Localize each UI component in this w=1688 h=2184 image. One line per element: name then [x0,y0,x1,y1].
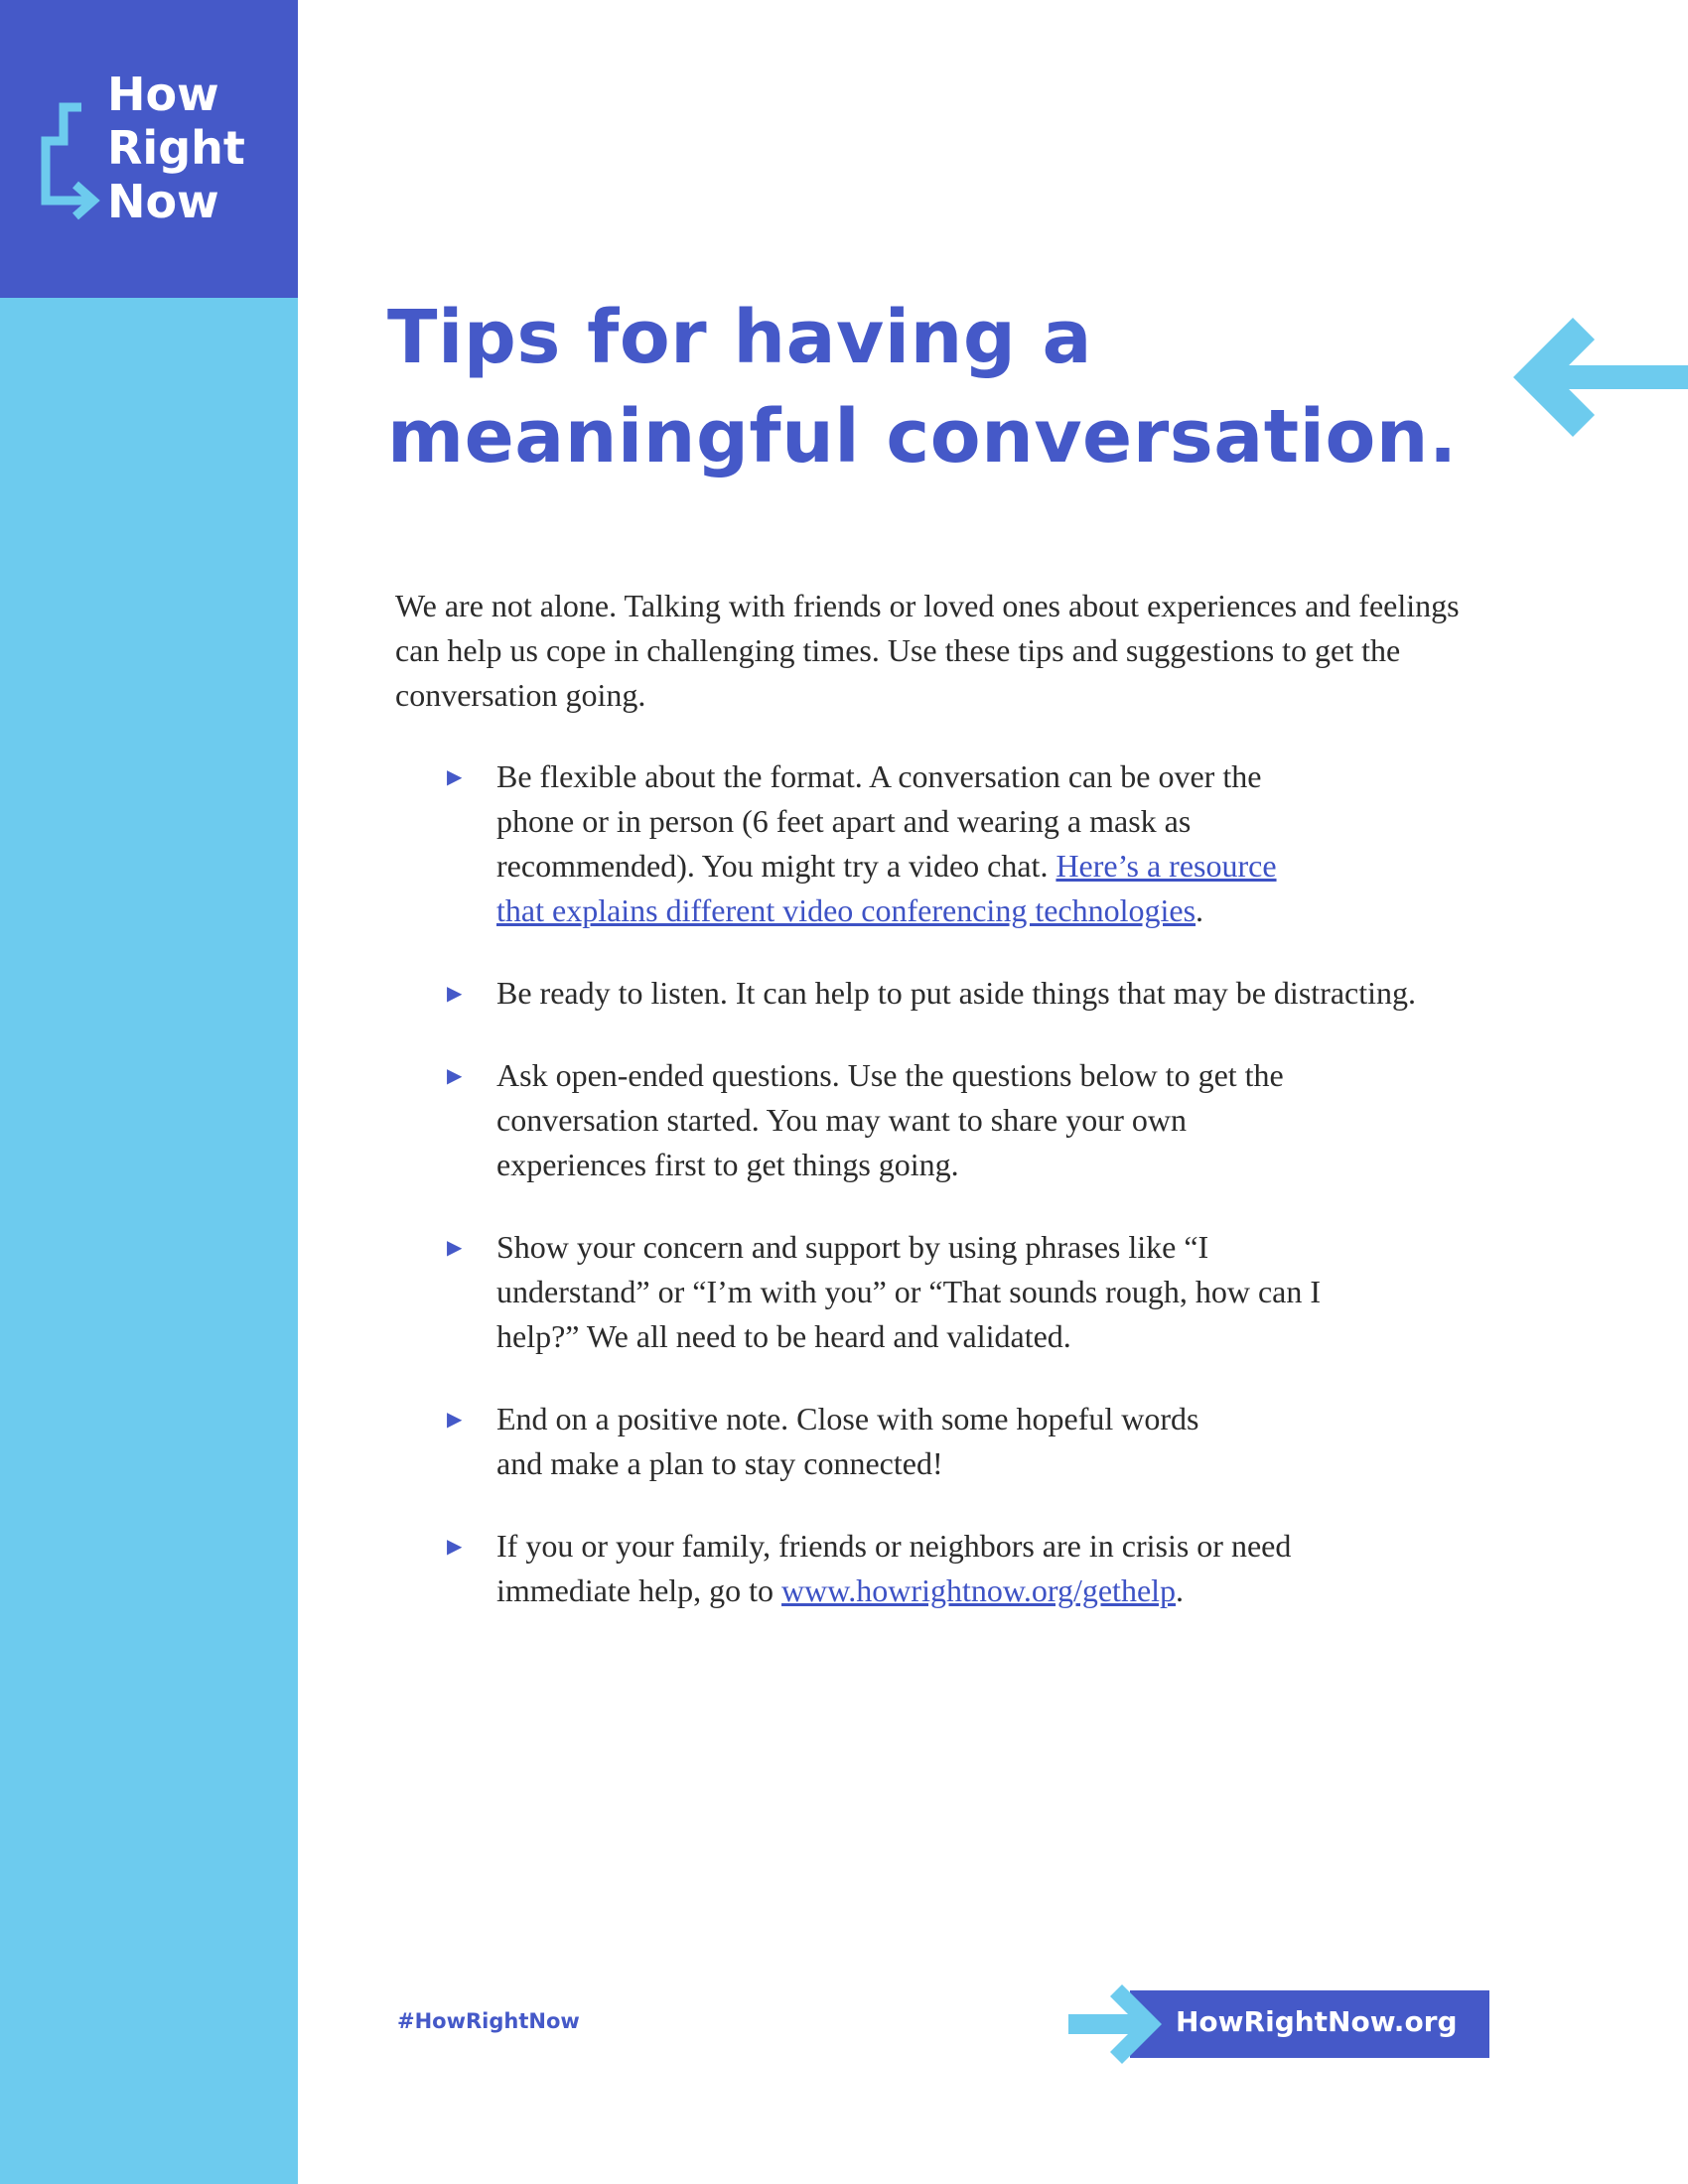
intro-paragraph: We are not alone. Talking with friends or loved ones about experiences and feelings can help us cope in challenging times. Use these tips and suggestions to get the conversation going. [395,588,1460,713]
chevron-arrow-icon [1068,1982,1176,2066]
play-triangle-icon: ▶ [447,1534,463,1558]
tip-text: Show your concern and support by using phrases like “I understand” or “I’m with you” or “That sounds rough, how can I help?” We all need to be heard and validated. [496,1229,1321,1354]
list-item [447,1053,1291,1187]
title-line: meaningful conversation. [387,394,1458,479]
tip-text-end: . [1176,1572,1185,1608]
logo-line: How [107,68,219,121]
play-triangle-icon: ▶ [447,1235,463,1259]
play-triangle-icon: ▶ [447,1407,463,1431]
tip-text: If you or your family, friends or neighbors are in crisis or need immediate help, go to [496,1528,1292,1608]
hashtag: #HowRightNow [397,2009,580,2033]
tip-text: Be ready to listen. It can help to put aside things that may be distracting. [496,975,1416,1011]
website-link[interactable]: HowRightNow.org [1176,2005,1458,2038]
tips-list [447,754,1519,1613]
list-item [447,971,1519,1016]
play-triangle-icon: ▶ [447,1063,463,1087]
sidebar-band [0,0,298,2184]
gethelp-link[interactable]: www.howrightnow.org/gethelp [781,1572,1177,1608]
step-arrow-icon [38,99,117,228]
tip-text: Be flexible about the format. A conversation can be over the phone or in person (6 feet apart and wearing a mask as recommended). You might try a video chat. [496,758,1262,884]
tip-text: End on a positive note. Close with some hopeful words and make a plan to stay connected! [496,1401,1199,1481]
logo-wordmark [107,68,245,228]
video-conferencing-resource-link[interactable]: Here’s a resource that explains different video conferencing technologies [496,848,1277,928]
logo[interactable] [0,0,298,298]
play-triangle-icon: ▶ [447,981,463,1005]
tip-text: Ask open-ended questions. Use the questions below to get the conversation started. You may want to share your own experiences first to get things going. [496,1057,1284,1182]
list-item [447,1225,1331,1359]
play-triangle-icon: ▶ [447,764,463,788]
logo-line: Right [107,121,245,175]
list-item [447,754,1331,933]
page-title [387,288,1579,486]
list-item [447,1397,1251,1486]
logo-line: Now [107,175,219,228]
list-item [447,1524,1430,1613]
tip-text-end: . [1196,892,1204,928]
title-line: Tips for having a [387,295,1092,380]
